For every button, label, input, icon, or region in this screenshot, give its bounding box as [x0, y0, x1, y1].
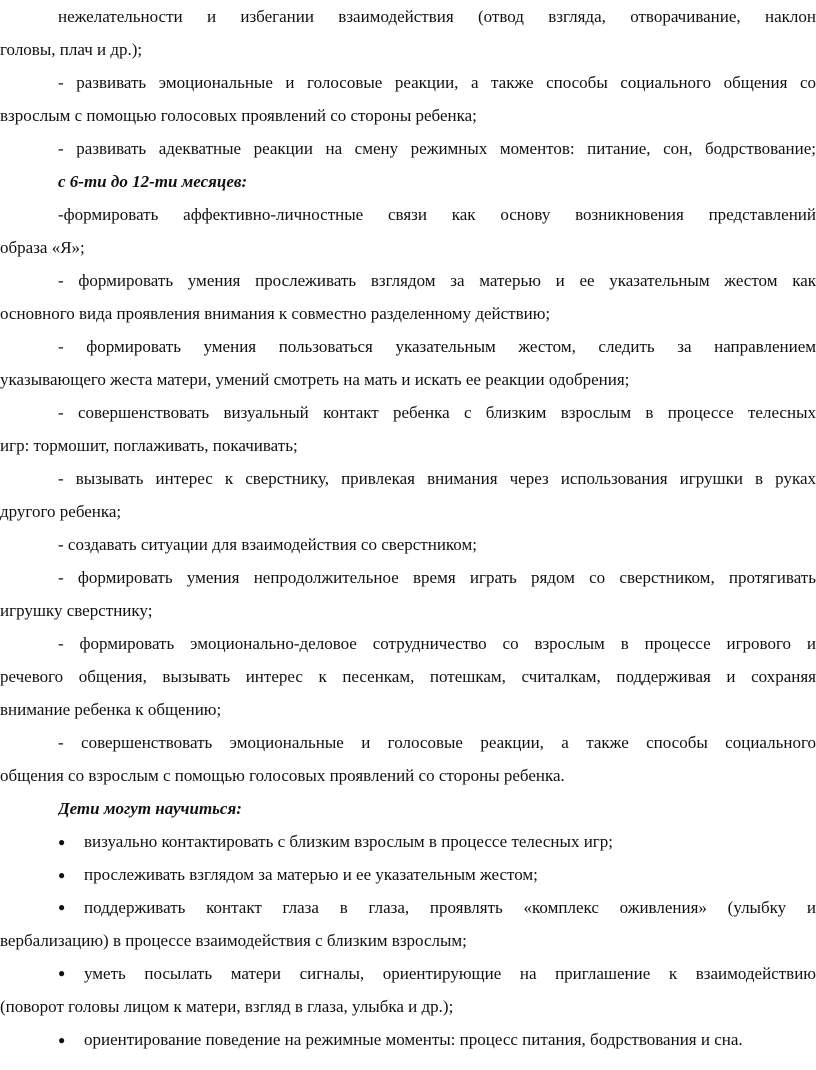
bullet-item	[58, 957, 816, 990]
bullet-text: поддерживать контакт глаза в глаза, проявлять «комплекс оживления» (улыбку и	[84, 898, 816, 917]
text-line: вербализацию) в процессе взаимодействия с близким взрослым;	[0, 931, 467, 950]
text-line: речевого общения, вызывать интерес к песенкам, потешкам, считалкам, поддерживая и сохраняя	[0, 667, 816, 686]
text-line: - вызывать интерес к сверстнику, привлекая внимания через использования игрушки в руках	[58, 469, 816, 488]
text-line: образа «Я»;	[0, 238, 85, 257]
bullet-text: уметь посылать матери сигналы, ориентирующие на приглашение к взаимодействию	[84, 964, 816, 983]
text-line: - формировать эмоционально-деловое сотрудничество со взрослым в процессе игрового и	[58, 634, 816, 653]
outcomes-heading: Дети могут научиться:	[58, 799, 242, 818]
text-line: - развивать адекватные реакции на смену режимных моментов: питание, сон, бодрствование;	[58, 139, 816, 158]
bullet-icon: ●	[58, 835, 66, 849]
text-line: - совершенствовать эмоциональные и голосовые реакции, а также способы социального	[58, 733, 816, 752]
text-line: другого ребенка;	[0, 502, 122, 521]
bullet-icon: ●	[58, 868, 66, 882]
text-line: указывающего жеста матери, умений смотреть на мать и искать ее реакции одобрения;	[0, 370, 630, 389]
text-line: - совершенствовать визуальный контакт ребенка с близким взрослым в процессе телесных	[58, 403, 816, 422]
bullet-text: визуально контактировать с близким взрослым в процессе телесных игр;	[84, 832, 613, 851]
text-line: - развивать эмоциональные и голосовые реакции, а также способы социального общения со	[58, 73, 816, 92]
bullet-item	[58, 858, 816, 891]
section-heading: с 6-ти до 12-ти месяцев:	[58, 172, 248, 191]
text-line: взрослым с помощью голосовых проявлений со стороны ребенка;	[0, 106, 477, 125]
bullet-text: ориентирование поведение на режимные моменты: процесс питания, бодрствования и сна.	[84, 1030, 743, 1049]
text-line: - формировать умения непродолжительное время играть рядом со сверстником, протягивать	[58, 568, 816, 587]
text-line: - формировать умения прослеживать взглядом за матерью и ее указательным жестом как	[58, 271, 816, 290]
text-line: игр: тормошит, поглаживать, покачивать;	[0, 436, 298, 455]
text-line: общения со взрослым с помощью голосовых проявлений со стороны ребенка.	[0, 766, 565, 785]
bullet-icon: ●	[58, 966, 66, 980]
bullet-text: прослеживать взглядом за матерью и ее указательным жестом;	[84, 865, 538, 884]
bullet-item	[58, 825, 816, 858]
bullet-icon: ●	[58, 1033, 66, 1047]
text-line: нежелательности и избегании взаимодействия (отвод взгляда, отворачивание, наклон	[58, 7, 816, 26]
text-line: основного вида проявления внимания к совместно разделенному действию;	[0, 304, 551, 323]
text-line: головы, плач и др.);	[0, 40, 143, 59]
bullet-icon: ●	[58, 900, 66, 914]
text-line: внимание ребенка к общению;	[0, 700, 222, 719]
text-line: - создавать ситуации для взаимодействия со сверстником;	[58, 535, 477, 554]
text-line: -формировать аффективно-личностные связи как основу возникновения представлений	[58, 205, 816, 224]
text-line: игрушку сверстнику;	[0, 601, 153, 620]
text-line: - формировать умения пользоваться указательным жестом, следить за направлением	[58, 337, 816, 356]
text-line: (поворот головы лицом к матери, взгляд в глаза, улыбка и др.);	[0, 997, 454, 1016]
bullet-item	[58, 1023, 816, 1056]
bullet-item	[58, 891, 816, 924]
